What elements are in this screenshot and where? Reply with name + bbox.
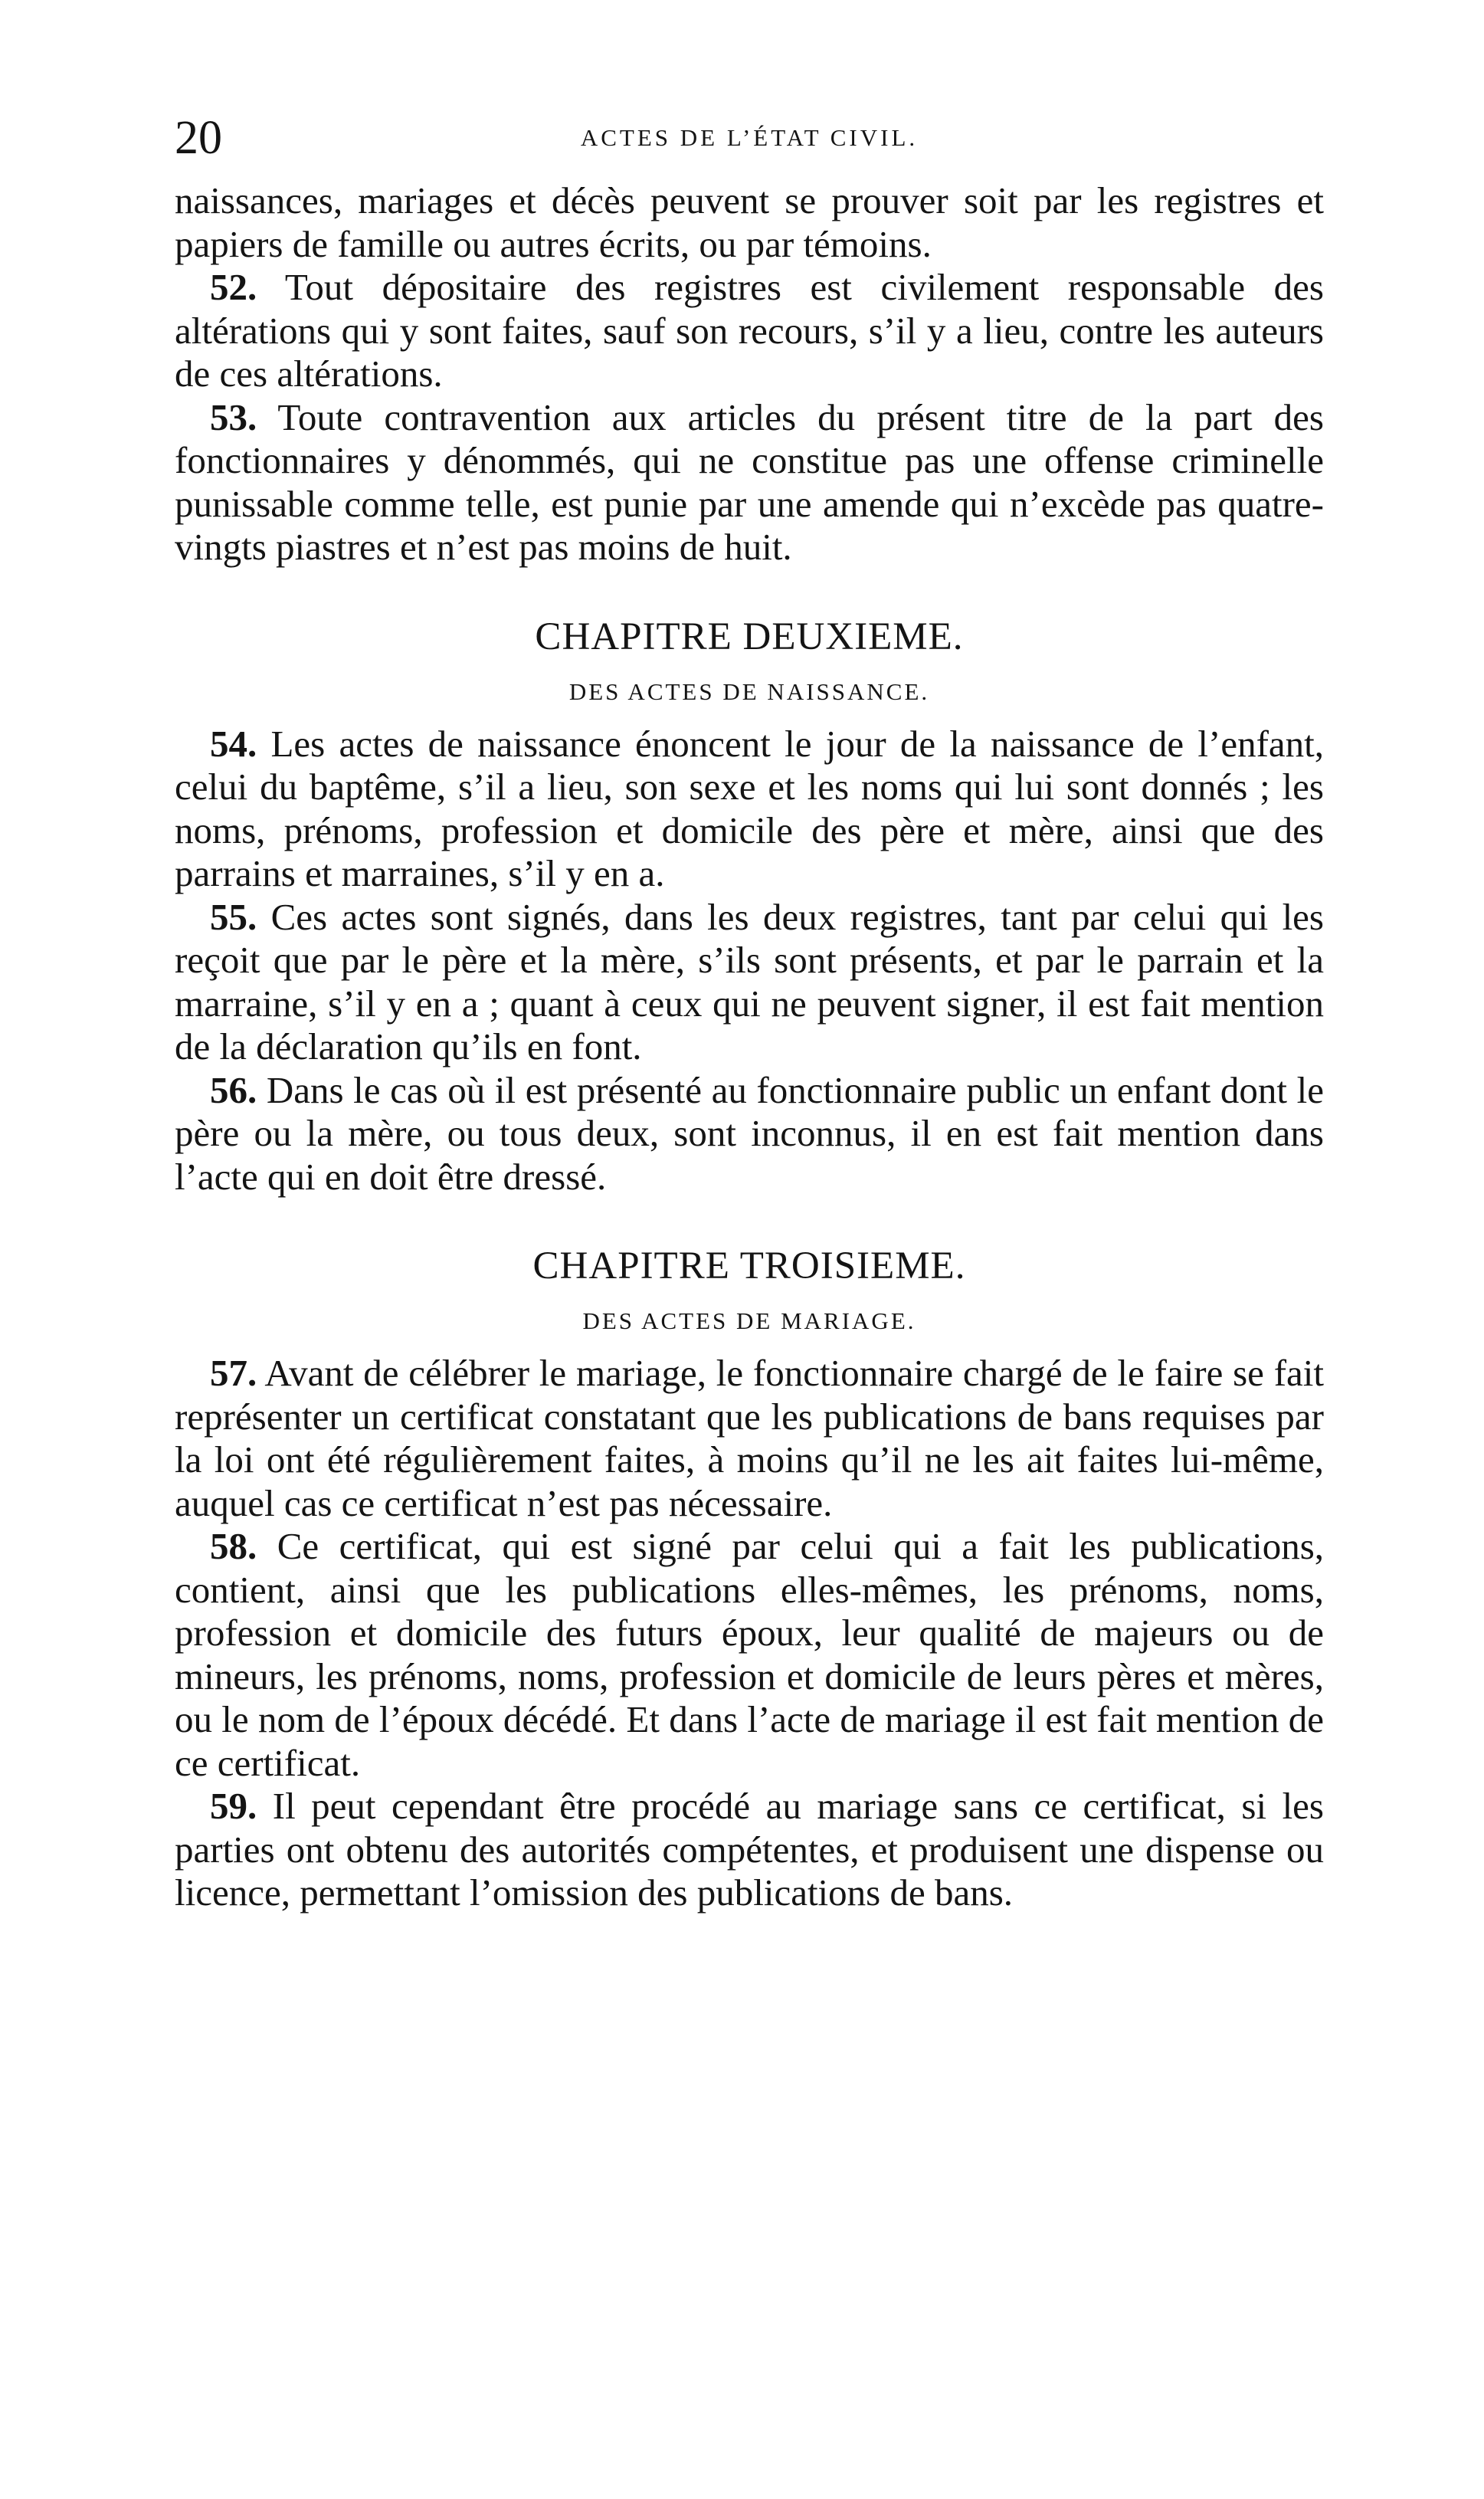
article-number: 56. bbox=[210, 1068, 257, 1111]
article-58 bbox=[175, 1525, 1324, 1785]
article-text: Tout dépositaire des registres est civilement responsable des altérations qui y sont faites, sauf son recours, s’il y a lieu, contre les auteurs de ces altérations. bbox=[175, 266, 1324, 395]
article-text: Ces actes sont signés, dans les deux registres, tant par celui qui les reçoit que par le père et la mère, s’ils sont présents, et par le parrain et la marraine, s’il y en a ; quant à ceux qui ne peuvent signer, il est fait mention de la déclaration qu’ils en font. bbox=[175, 895, 1324, 1067]
article-number: 57. bbox=[210, 1352, 257, 1394]
article-55 bbox=[175, 896, 1324, 1069]
chapter-2-title: CHAPITRE DEUXIEME. bbox=[535, 615, 964, 658]
article-56 bbox=[175, 1069, 1324, 1199]
article-53 bbox=[175, 396, 1324, 569]
article-number: 55. bbox=[210, 895, 257, 938]
article-57 bbox=[175, 1352, 1324, 1525]
article-text: Dans le cas où il est présenté au fonctionnaire public un enfant dont le père ou la mère, ou tous deux, sont inconnus, il en est fait mention dans l’acte qui en doit être dressé. bbox=[175, 1068, 1325, 1198]
continued-paragraph: naissances, mariages et décès peuvent se prouver soit par les registres et papiers de famille ou autres écrits, ou par témoins. bbox=[175, 179, 1324, 265]
chapter-2-subtitle: DES ACTES DE NAISSANCE. bbox=[568, 677, 930, 705]
article-text: Les actes de naissance énoncent le jour de la naissance de l’enfant, celui du baptême, s’il a lieu, son sexe et les noms qui lui sont donnés ; les noms, prénoms, profession et domicile des père et mère, ainsi que des parrains et marraines, s’il y en a. bbox=[175, 722, 1325, 894]
running-head bbox=[175, 107, 1324, 169]
article-text: Ce certificat, qui est signé par celui qui a fait les publications, contient, ainsi que les publications elles-mêmes, les prénoms, noms, profession et domicile des futurs époux, leur qualité de majeurs ou de mineurs, les prénoms, noms, profession et domicile de leurs pères et mères, ou le nom de l’époux décédé. Et dans l’acte de mariage il est fait mention de ce certificat. bbox=[175, 1525, 1325, 1784]
article-number: 54. bbox=[210, 722, 257, 765]
article-54 bbox=[175, 723, 1324, 896]
article-text: Il peut cependant être procédé au mariage sans ce certificat, si les parties ont obtenu des autorités compétentes, et produisent une dispense ou licence, permettant l’omission des publications de bans. bbox=[175, 1785, 1324, 1914]
article-52 bbox=[175, 266, 1324, 396]
running-title: ACTES DE L’ÉTAT CIVIL. bbox=[580, 124, 919, 151]
page-number: 20 bbox=[175, 112, 222, 164]
article-number: 59. bbox=[210, 1785, 257, 1827]
article-text: Avant de célébrer le mariage, le fonctionnaire chargé de le faire se fait représenter un certificat constatant que les publications de bans requises par la loi ont été régulièrement faites, à moins qu’il ne les ait faites lui-même, auquel cas ce certificat n’est pas nécessaire. bbox=[175, 1352, 1324, 1524]
article-number: 52. bbox=[210, 266, 257, 308]
book-page bbox=[175, 107, 1324, 1915]
chapter-3-title: CHAPITRE TROISIEME. bbox=[532, 1245, 966, 1287]
article-59 bbox=[175, 1785, 1324, 1915]
article-number: 53. bbox=[210, 395, 257, 438]
article-number: 58. bbox=[210, 1525, 257, 1567]
article-text: Toute contravention aux articles du présent titre de la part des fonctionnaires y dénommés, qui ne constitue pas une offense criminelle punissable comme telle, est punie par une amende qui n’excède pas quatre-vingts piastres et n’est pas moins de huit. bbox=[175, 395, 1324, 568]
chapter-3-subtitle: DES ACTES DE MARIAGE. bbox=[582, 1307, 916, 1334]
